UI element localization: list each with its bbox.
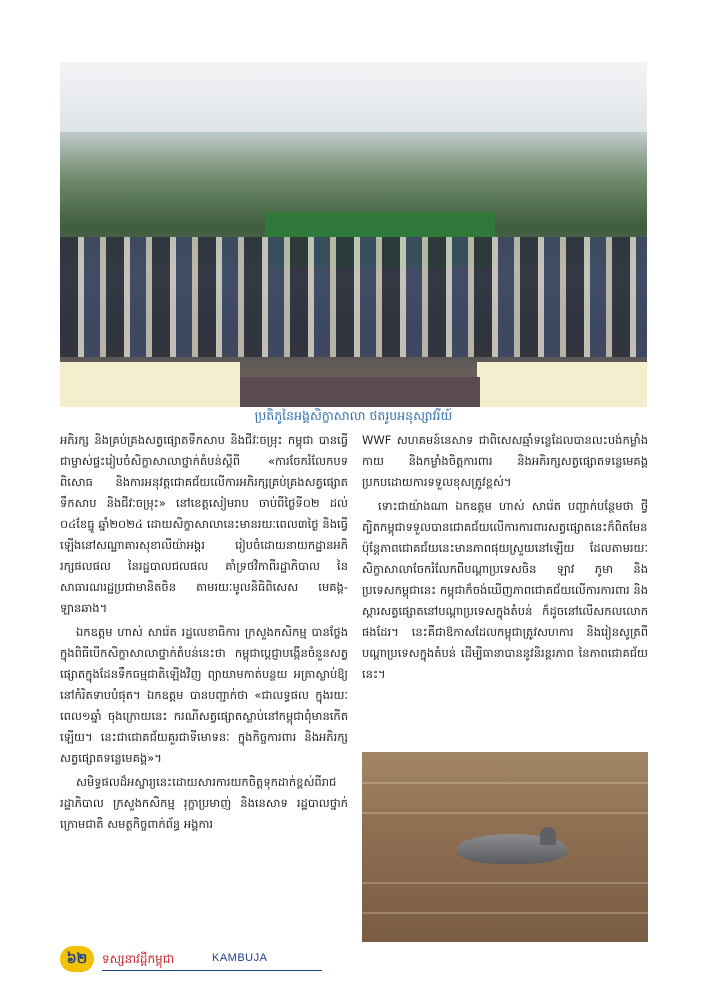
dolphin-photo: [362, 752, 648, 942]
carpet-floor: [240, 377, 480, 407]
paragraph: ទោះជាយ៉ាងណា ឯកឧត្តម ហាស់ សារ៉េត បញ្ជាក់បន្ថែមថា ថ្វីត្បិតកម្ពុជាទទួលបានជោគជ័យលើការការពារសត្វផ្សោតនេះក៏ពិតមែន ប៉ុន្តែភាពជោគជ័យនេះមានភាពផុយស្រួយនៅឡើយ ដែលតាមរយៈសិក្ខាសាលាចែករំលែកពីបណ្តាប្រទេសចិន ឡាវ ភូមា និងប្រទេសកម្ពុជានេះ កម្ពុជាក៏ចង់ឃើញភាពជោគជ័យលើការការពារ និងស្តារសត្វផ្សោតនៅបណ្តាប្រទេសក្នុងតំបន់ ក៏ដូចនៅលើសកលលោកផងដែរ។ នេះគឺជាឱកាសដែលកម្ពុជាត្រូវសហការ និងរៀនសូត្រពីបណ្តាប្រទេសក្នុងតំបន់ ដើម្បីធានាបាននូវនិរន្តរភាព នៃភាពជោគជ័យនេះ។: [362, 499, 648, 681]
water-ripple: [362, 912, 648, 914]
group-photo: [60, 62, 647, 407]
conference-table-right: [477, 362, 647, 407]
article-column-left: [60, 430, 348, 950]
page-number: ៦២: [60, 946, 94, 972]
dolphin-fin: [540, 827, 556, 845]
magazine-name-english: KAMBUJA: [212, 952, 268, 964]
water-ripple: [362, 812, 648, 814]
paragraph: WWF សហគមន៍នេសាទ ជាពិសេសឆ្មាំទន្លេដែលបានលះបង់កម្លាំងកាយ និងកម្លាំងចិត្តការពារ និងអភិរក្សសត្វផ្សោតទន្លេមេគង្គ ប្រកបដោយការទទួលខុសត្រូវខ្ពស់។: [362, 433, 648, 489]
ceiling: [60, 62, 647, 132]
conference-table-left: [60, 362, 240, 407]
group-of-delegates: [60, 237, 647, 357]
photo-caption: ប្រតិភូនៃអង្គសិក្ខាសាលា ថតរូបអនុស្សាវរីយ៍: [254, 408, 453, 423]
paragraph: ឯកឧត្តម ហាស់ សារ៉េត រដ្ឋលេខាធិការ ក្រសួងកសិកម្ម បានថ្លែងក្នុងពិធីបើកសិក្ខាសាលាថ្នាក់តំបន់នេះថា កម្ពុជាប្តេជ្ញាបង្កើនចំនួនសត្វផ្សោតក្នុងដែនទឹកធម្មជាតិឡើងវិញ ព្យាយាមកាត់បន្ថយ អត្រាស្លាប់ឱ្យនៅកំរិតទាបបំផុត។ ឯកឧត្តម បានបញ្ជាក់ថា «ជាលទ្ធផល ក្នុងរយៈពេល១ឆ្នាំ ចុងក្រោយនេះ ករណីសត្វផ្សោតស្លាប់នៅកម្ពុជាពុំមានកើតឡើយ។ នេះជាជោគជ័យគួរជាទីមោទនៈ ក្នុងកិច្ចការពារ និងអភិរក្សសត្វផ្សោតទន្លេមេគង្គ»។: [60, 625, 348, 765]
water-ripple: [362, 882, 648, 884]
footer-underline: [102, 970, 322, 971]
paragraph: អភិរក្ស និងគ្រប់គ្រងសត្វផ្សោតទឹកសាប និងជីវៈចម្រុះ កម្ពុជា បានធ្វើជាម្ចាស់ផ្ទះរៀបចំសិក្ខាសាលាថ្នាក់តំបន់ស្តីពី «ការចែករំលែកបទពិសោធ និងការអនុវត្តជោគជ័យលើការអភិរក្សគ្រប់គ្រងសត្វផ្សោតទឹកសាប និងជីវៈចម្រុះ» នៅខេត្តសៀមរាប ចាប់ពីថ្ងៃទី០២ ដល់ ០៤ខែធ្នូ ឆ្នាំ២០២៤ ដោយសិក្ខាសាលានេះមានរយៈពេល៣ថ្ងៃ និងធ្វើឡើងនៅសណ្ឋាគារសុខាលីយ៉ាអង្គរ រៀបចំដោយនាយកដ្ឋានអភិរក្សផលផល នៃរដ្ឋបាលជលផល គាំទ្រថវិកាពីរដ្ឋាភិបាល នៃសាធារណរដ្ឋប្រជាមានិតចិន តាមរយៈមូលនិធិពិសេស មេគង្គ-ឡានឆាង។: [60, 433, 348, 615]
water-ripple: [362, 782, 648, 784]
article-column-right: [362, 430, 648, 730]
page-footer: [60, 946, 350, 974]
paragraph: សមិទ្ធផលដ៏អស្ចារ្យនេះដោយសារការយកចិត្តទុកដាក់ខ្ពស់ពីរាជរដ្ឋាភិបាល ក្រសួងកសិកម្ម រុក្ខាប្រមាញ់ និងនេសាទ រដ្ឋបាលថ្នាក់ក្រោមជាតិ សមត្ថកិច្ចពាក់ព័ន្ធ អង្គការ: [60, 775, 348, 831]
magazine-name-khmer: ទស្សនាវដ្តីកម្ពុជា: [102, 952, 175, 966]
